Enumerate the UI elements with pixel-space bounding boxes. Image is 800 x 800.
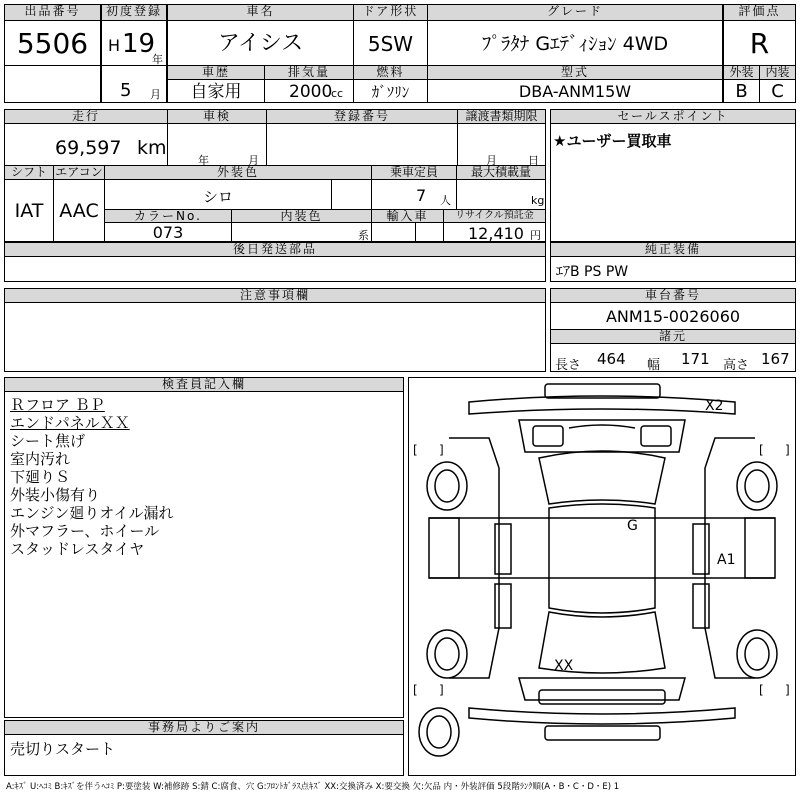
- inspector-line: 外マフラー、ホイール: [10, 522, 160, 540]
- transfer-month-unit: 月: [486, 154, 497, 166]
- inspection-cell: [167, 123, 267, 166]
- width-label: 幅: [647, 358, 661, 372]
- shift-label: シフト: [4, 165, 54, 180]
- mileage: 69,597: [55, 137, 122, 159]
- dims-label: 諸元: [550, 329, 796, 344]
- equipment-cell: [550, 256, 796, 282]
- lot-no-label: 出品番号: [4, 4, 101, 21]
- inspector-line: 室内汚れ: [10, 450, 71, 468]
- capacity: 7: [416, 186, 427, 205]
- grade-label: グレード: [427, 4, 723, 21]
- selling-text: ★ユーザー買取車: [553, 132, 672, 150]
- transfer-day-unit: 日: [528, 154, 539, 166]
- int-label: 内装: [759, 65, 796, 80]
- import-label: 輸入車: [371, 209, 444, 223]
- car-name: アイシス: [167, 20, 354, 66]
- vehicle-detail-block: [4, 109, 546, 242]
- selling-label: セールスポイント: [550, 109, 796, 124]
- car-name-label: 車名: [167, 4, 354, 21]
- import-cell-a: [371, 222, 416, 242]
- ext-score: B: [723, 79, 760, 103]
- month-unit: 月: [150, 88, 161, 101]
- displacement-cell: [264, 79, 354, 103]
- color-no-label: カラーNo.: [104, 209, 232, 223]
- lot-no-blank: [4, 65, 101, 103]
- damage-mark-xx: XX: [554, 658, 574, 674]
- int-color-label: 内装色: [231, 209, 372, 223]
- insp-year-unit: 年: [198, 154, 209, 166]
- load-unit: kg: [531, 194, 545, 207]
- office-label: 事務局よりご案内: [4, 720, 404, 735]
- score: R: [723, 20, 796, 66]
- first-reg-year: [101, 20, 167, 66]
- inspector-line: スタッドレスタイヤ: [10, 540, 145, 558]
- chassis-label: 車台番号: [550, 288, 796, 303]
- insp-month-unit: 月: [248, 154, 259, 166]
- displacement-label: 排気量: [264, 65, 354, 80]
- equipment-label: 純正装備: [550, 242, 796, 257]
- inspector-line: 下廻りＳ: [10, 468, 71, 486]
- svg-text:]: ]: [439, 683, 444, 697]
- int-color-cell: [231, 222, 372, 242]
- width: 171: [681, 350, 710, 368]
- length: 464: [597, 350, 626, 368]
- inspector-line: エンドパネルＸＸ: [10, 414, 130, 432]
- svg-text:]: ]: [439, 443, 444, 457]
- notes-label: 注意事項欄: [4, 288, 546, 303]
- history: 自家用: [167, 79, 265, 103]
- inspector-line: エンジン廻りオイル漏れ: [10, 504, 174, 522]
- inspector-cell: [4, 391, 404, 718]
- capacity-label: 乗車定員: [371, 165, 457, 180]
- svg-text:]: ]: [785, 683, 790, 697]
- lot-no: 5506: [4, 20, 101, 66]
- score-label: 評価点: [723, 4, 796, 21]
- import-cell-b: [415, 222, 444, 242]
- recycle-unit: 円: [530, 229, 541, 242]
- ac-label: エアコン: [53, 165, 105, 180]
- shift: IAT: [4, 179, 54, 242]
- history-label: 車歴: [167, 65, 265, 80]
- model: DBA-ANM15W: [427, 79, 723, 103]
- inspector-line: Ｒフロア ＢＰ: [10, 396, 105, 414]
- recycle: 12,410: [468, 224, 524, 242]
- ext-label: 外装: [723, 65, 760, 80]
- legend: A:ｷｽﾞ U:ﾍｺﾐ B:ｷｽﾞを伴うﾍｺﾐ P:要塗装 W:補修跡 S:錆 C:腐食、穴 G:ﾌﾛﾝﾄｶﾞﾗｽ点ｷｽﾞ XX:交換済み X:要交換 欠:欠品 内・外装評価 5段階ﾗﾝｸ順(A・B・C・D・E) 1: [6, 782, 620, 792]
- ext-color-extra: [331, 179, 372, 210]
- transfer-cell: [457, 123, 546, 166]
- load-cell: [456, 179, 546, 210]
- recycle-cell: [443, 222, 546, 242]
- car-outline: [409, 378, 795, 775]
- first-reg-month: [101, 65, 167, 103]
- recycle-label: リサイクル預託金: [443, 209, 546, 223]
- mileage-label: 走行: [4, 109, 168, 124]
- month: 5: [120, 80, 132, 101]
- int-score: C: [759, 79, 796, 103]
- svg-text:[: [: [759, 443, 764, 457]
- dims-cell: [550, 343, 796, 372]
- damage-mark-a1: A1: [717, 552, 736, 568]
- damage-mark-g: G: [627, 518, 638, 534]
- transfer-label: 譲渡書類期限: [457, 109, 546, 124]
- header-block: [4, 4, 796, 103]
- inspector-line: シート焦げ: [10, 432, 86, 450]
- inspector-label: 検査員記入欄: [4, 377, 404, 392]
- mileage-unit: km: [137, 137, 167, 159]
- int-color-unit: 系: [358, 229, 369, 242]
- capacity-unit: 人: [440, 194, 451, 207]
- height-label: 高さ: [723, 358, 750, 372]
- model-label: 型式: [427, 65, 723, 80]
- svg-text:[: [: [413, 443, 418, 457]
- damage-mark-x2: X2: [705, 398, 724, 414]
- fuel-label: 燃料: [353, 65, 428, 80]
- door-label: ドア形状: [353, 4, 428, 21]
- fuel: ｶﾞｿﾘﾝ: [353, 79, 428, 103]
- svg-text:[: [: [413, 683, 418, 697]
- ext-color-cell: [104, 179, 332, 210]
- svg-text:]: ]: [785, 443, 790, 457]
- car-diagram: [408, 377, 796, 776]
- inspector-lines: [10, 396, 174, 558]
- grade: ﾌﾟﾗﾀﾅ Gｴﾃﾞｨｼｮﾝ 4WD: [427, 20, 723, 66]
- door: 5SW: [353, 20, 428, 66]
- office-cell: [4, 734, 404, 776]
- year: 19: [122, 29, 156, 59]
- inspection-label: 車検: [167, 109, 267, 124]
- year-unit: 年: [152, 53, 163, 66]
- selling-cell: [550, 123, 796, 242]
- height: 167: [761, 350, 790, 368]
- reg-no-label: 登録番号: [266, 109, 458, 124]
- office-text: 売切りスタート: [10, 740, 116, 758]
- displacement-unit: cc: [331, 87, 344, 100]
- ext-color: シロ: [203, 188, 234, 206]
- capacity-cell: [371, 179, 457, 210]
- svg-text:[: [: [759, 683, 764, 697]
- later-parts-label: 後日発送部品: [4, 242, 546, 257]
- inspector-line: 外装小傷有り: [10, 486, 101, 504]
- color-no: 073: [104, 222, 232, 242]
- equipment: ｴｱB PS PW: [556, 264, 629, 280]
- reg-no-cell: [266, 123, 458, 166]
- notes-cell: [4, 302, 546, 372]
- ext-color-label: 外装色: [104, 165, 372, 180]
- mileage-cell: [4, 123, 168, 166]
- later-parts-cell: [4, 256, 546, 282]
- ac: AAC: [53, 179, 105, 242]
- era: H: [108, 36, 121, 55]
- load-label: 最大積載量: [456, 165, 546, 180]
- displacement: 2000: [289, 82, 333, 102]
- first-reg-label: 初度登録: [101, 4, 167, 21]
- chassis: ANM15-0026060: [550, 302, 796, 330]
- length-label: 長さ: [555, 358, 582, 372]
